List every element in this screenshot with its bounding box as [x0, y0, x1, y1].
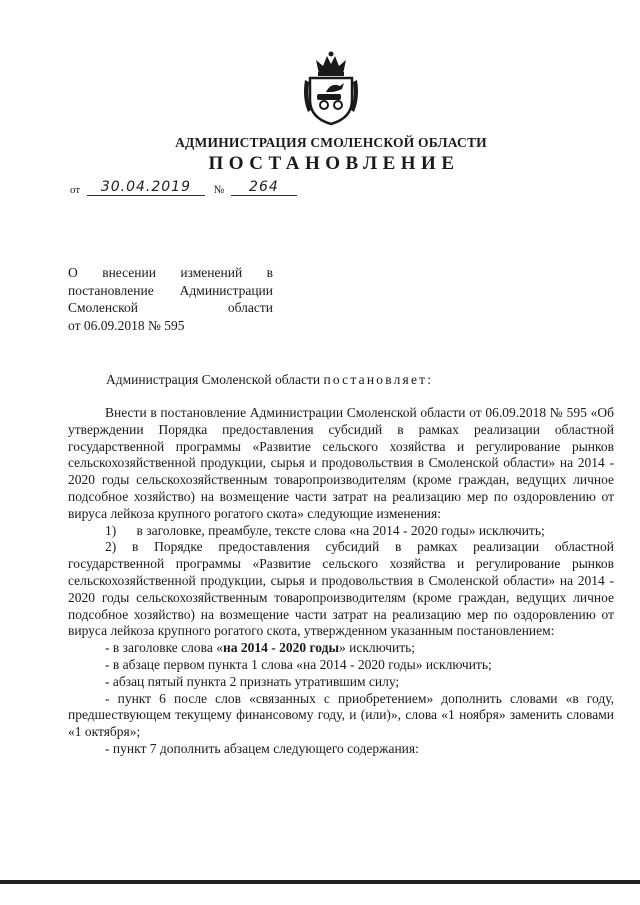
date-label: от — [70, 184, 81, 196]
subject-line: постановление Администрации — [68, 282, 273, 298]
organization-name: АДМИНИСТРАЦИЯ СМОЛЕНСКОЙ ОБЛАСТИ — [175, 135, 487, 150]
subject-line: О внесении изменений в — [68, 265, 273, 280]
body-paragraph — [68, 640, 614, 657]
document-type-title: ПОСТАНОВЛЕНИЕ — [208, 153, 460, 174]
page-bottom-edge — [0, 880, 640, 884]
smolensk-coat-of-arms-icon — [302, 50, 360, 126]
body-paragraph: 1) в заголовке, преамбуле, тексте слова «на 2014 - 2020 годы» исключить; — [105, 522, 545, 538]
number-label: № — [213, 184, 225, 196]
body-paragraph: - в абзаце первом пункта 1 слова «на 2014 - 2020 годы» исключить; — [105, 656, 492, 672]
p4-suffix: » исключить; — [339, 640, 416, 656]
p4-bold: на 2014 - 2020 годы — [222, 640, 340, 656]
body-paragraph: - пункт 6 после слов «связанных с приобретением» дополнить словами «в году, предшествующем текущему финансовому году, и (или)», слова «1 ноября» заменить словами «1 октября»; — [68, 690, 614, 740]
date-number-line — [70, 180, 297, 196]
handwritten-date: 30.04.2019 — [87, 180, 205, 196]
body-paragraph: - абзац пятый пункта 2 признать утратившим силу; — [105, 673, 400, 689]
subject-block — [68, 264, 273, 334]
subject-line: Смоленской области — [68, 300, 273, 315]
preamble — [106, 372, 433, 388]
subject-line: от 06.09.2018 № 595 — [68, 317, 185, 333]
preamble-subject: Администрация Смоленской области — [106, 372, 321, 387]
handwritten-number: 264 — [231, 180, 297, 196]
p4-prefix: - в заголовке слова « — [105, 640, 223, 656]
body-paragraph: 2) в Порядке предоставления субсидий в рамках реализации областной государственной программы «Развитие сельского хозяйства и регулирование рынков сельскохозяйственной продукции, сырья и продовольствия в Смоленской области» на 2014 - 2020 годы сельскохозяйственным товаропроизводителям (кроме граждан, ведущих личное подсобное хозяйство) на возмещение части затрат на реализацию мер по оздоровлению от вируса лейкоза крупного рогатого скота, утвержденном указанным постановлением: — [68, 539, 614, 639]
body-paragraph: - пункт 7 дополнить абзацем следующего содержания: — [105, 740, 419, 756]
document-body — [68, 405, 614, 758]
body-paragraph: Внести в постановление Администрации Смоленской области от 06.09.2018 № 595 «Об утверждении Порядка предоставления субсидий в рамках реализации областной государственной программы «Развитие сельского хозяйства и регулирование рынков сельскохозяйственной продукции, сырья и продовольствия в Смоленской области» на 2014 - 2020 годы сельскохозяйственным товаропроизводителям (кроме граждан, ведущих личное подсобное хозяйство) на возмещение части затрат на реализацию мер по оздоровлению от вируса лейкоза крупного рогатого скота» следующие изменения: — [68, 405, 614, 521]
preamble-verb: постановляет: — [323, 372, 434, 387]
